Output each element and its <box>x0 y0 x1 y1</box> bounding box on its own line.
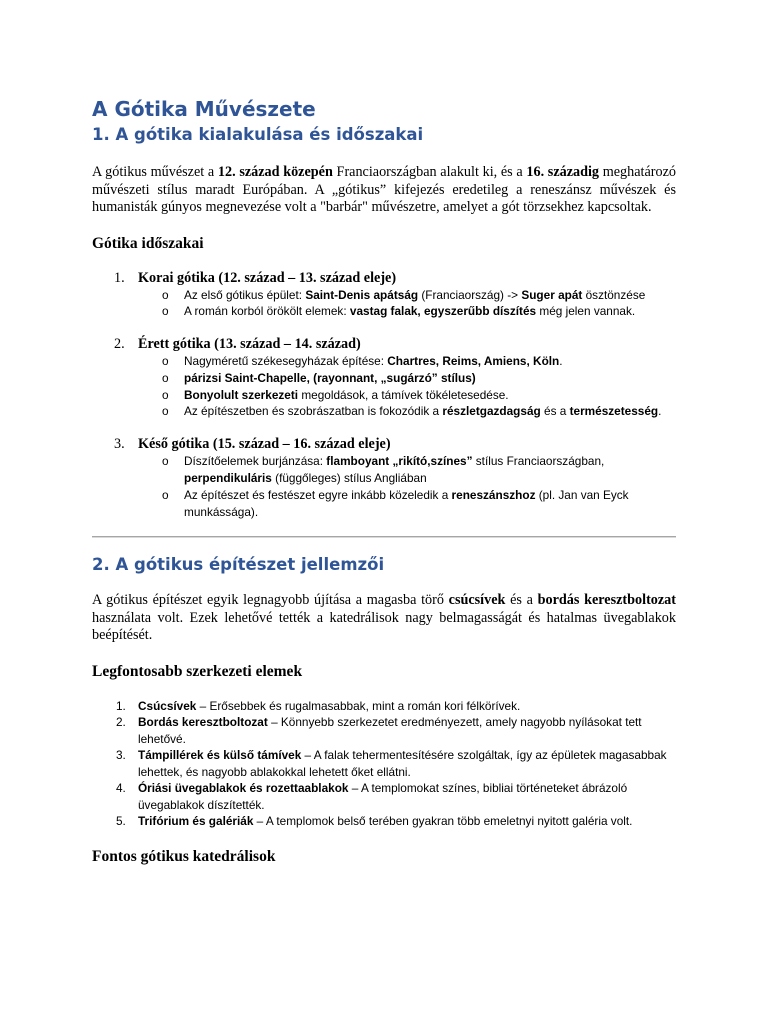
list-number: 3. <box>116 748 126 763</box>
text-run: megoldások, a támívek tökéletesedése. <box>298 387 509 402</box>
sublist-item <box>92 487 676 521</box>
text-run: Nagyméretű székesegyházak építése: <box>184 354 388 369</box>
element-text <box>138 747 676 780</box>
sublist-text <box>184 353 676 370</box>
text-run: Díszítőelemek burjánzása: <box>184 454 327 469</box>
text-run: Franciaországban alakult ki, és a <box>332 164 527 180</box>
bold-text: Chartres, Reims, Amiens, Köln <box>387 354 560 369</box>
element-text <box>138 813 676 830</box>
circle-bullet-icon: o <box>162 487 169 502</box>
text-run: A román korból örökölt elemek: <box>184 304 350 319</box>
element-description: – A templomokat színes, bibliai történeteket ábrázoló üvegablakok díszítették. <box>138 781 628 812</box>
bold-text: párizsi Saint-Chapelle, (rayonnant, „sugárzó” stílus) <box>184 370 476 385</box>
section1-intro <box>92 164 676 217</box>
bold-text: részletgazdagság <box>442 404 541 419</box>
circle-bullet-icon: o <box>162 454 169 469</box>
period-item <box>92 270 676 321</box>
text-run: Az első gótikus épület: <box>184 287 306 302</box>
element-text <box>138 698 676 715</box>
text-run: (pl. Jan van Eyck munkássága). <box>184 487 629 519</box>
circle-bullet-icon: o <box>162 304 169 319</box>
element-text <box>138 714 676 747</box>
text-run: ösztönzése <box>582 287 646 302</box>
text-run: A gótikus építészet egyik legnagyobb újítása a magasba törő <box>92 592 449 609</box>
sublist-text <box>184 453 676 487</box>
text-run: (függőleges) stílus Angliában <box>271 471 427 486</box>
list-number: 1. <box>114 269 125 286</box>
sublist-text <box>184 387 676 404</box>
sublist-item <box>92 453 676 487</box>
text-run: Az építészetben és szobrászatban is fokozódik a <box>184 404 443 419</box>
list-number: 2. <box>114 336 125 353</box>
list-number: 4. <box>116 781 126 796</box>
text-run: Az építészet és festészet egyre inkább közeledik a <box>184 487 452 502</box>
structural-element-item <box>92 714 676 747</box>
list-number: 2. <box>116 715 126 730</box>
structural-element-item <box>92 698 676 715</box>
sublist-item <box>92 370 676 387</box>
list-number: 1. <box>116 698 126 713</box>
text-run: és a <box>540 404 570 419</box>
period-title: Érett gótika (13. század – 14. század) <box>138 336 361 353</box>
document-title: A Gótika Művészete <box>92 97 316 121</box>
element-description: – Erősebbek és rugalmasabbak, mint a román kori félkörívek. <box>196 698 521 713</box>
element-name: Támpillérek és külső támívek <box>138 748 302 763</box>
element-name: Csúcsívek <box>138 698 197 713</box>
sublist-item <box>92 353 676 370</box>
circle-bullet-icon: o <box>162 287 169 302</box>
text-run: meghatározó művészeti stílus maradt Európában. A „gótikus” kifejezés eredetileg a reneszánsz művészek és humanisták gúnyos megnevezése volt a "barbár" művészetre, amelyet a gót törzsekhez kapcsoltak. <box>92 164 676 215</box>
bold-text: Saint-Denis apátság <box>305 287 419 302</box>
element-description: – A falak tehermentesítésére szolgáltak, így az épületek magasabbak lehettek, és nagyobb ablakokkal lehetett őket ellátni. <box>138 748 667 779</box>
sublist-item <box>92 287 676 304</box>
element-name: Óriási üvegablakok és rozettaablakok <box>138 781 349 796</box>
section-divider <box>92 536 676 538</box>
text-run: még jelen vannak. <box>536 304 636 319</box>
structural-element-item <box>92 780 676 813</box>
text-run: (Franciaország) -> <box>418 287 522 302</box>
element-text <box>138 780 676 813</box>
sublist-text <box>184 303 676 320</box>
document-page <box>92 96 676 867</box>
period-sublist <box>92 287 676 321</box>
structural-element-item <box>92 813 676 830</box>
period-item <box>92 436 676 520</box>
circle-bullet-icon: o <box>162 354 169 369</box>
sublist-text <box>184 403 676 420</box>
circle-bullet-icon: o <box>162 387 169 402</box>
section1-heading: 1. A gótika kialakulása és időszakai <box>92 125 424 144</box>
circle-bullet-icon: o <box>162 404 169 419</box>
element-description: – Könnyebb szerkezetet eredményezett, amely nagyobb nyílásokat tett lehetővé. <box>138 715 642 746</box>
sublist-item <box>92 403 676 420</box>
sublist-text <box>184 287 676 304</box>
sublist-text <box>184 487 676 521</box>
sublist-item <box>92 387 676 404</box>
bold-text: Suger apát <box>521 287 583 302</box>
sublist-item <box>92 303 676 320</box>
period-item <box>92 336 676 420</box>
period-title: Késő gótika (15. század – 16. század eleje) <box>138 436 391 453</box>
structural-elements-list <box>92 698 676 830</box>
bold-text: természetesség <box>569 404 659 419</box>
bold-text: vastag falak, egyszerűbb díszítés <box>349 304 537 319</box>
text-run: A gótikus művészet a <box>92 164 218 180</box>
element-name: Bordás keresztboltozat <box>138 715 268 730</box>
bold-text: flamboyant „rikító,színes” <box>326 454 473 469</box>
periods-heading: Gótika időszakai <box>92 234 204 252</box>
period-sublist <box>92 453 676 520</box>
text-run: stílus Franciaországban, <box>472 454 605 469</box>
sublist-text <box>184 370 676 387</box>
bold-text: bordás keresztboltozat <box>537 592 677 609</box>
section2-heading: 2. A gótikus építészet jellemzői <box>92 555 385 575</box>
text-run: használata volt. Ezek lehetővé tették a katedrálisok nagy belmagasságát és hatalmas üvegablakok beépítését. <box>92 609 676 644</box>
elements-heading: Legfontosabb szerkezeti elemek <box>92 662 303 680</box>
period-sublist <box>92 353 676 420</box>
text-run: . <box>658 404 662 419</box>
cathedrals-heading: Fontos gótikus katedrálisok <box>92 847 276 865</box>
period-title: Korai gótika (12. század – 13. század eleje) <box>138 269 397 286</box>
bold-text: Bonyolult szerkezeti <box>184 387 299 402</box>
bold-text: perpendikuláris <box>184 471 272 486</box>
section2-intro <box>92 592 676 645</box>
bold-text: 16. századig <box>526 164 600 180</box>
list-number: 3. <box>114 436 125 453</box>
list-number: 5. <box>116 814 126 829</box>
text-run: . <box>559 354 563 369</box>
text-run: és a <box>505 592 538 609</box>
bold-text: reneszánszhoz <box>451 487 536 502</box>
circle-bullet-icon: o <box>162 370 169 385</box>
bold-text: csúcsívek <box>448 592 506 609</box>
element-name: Trifórium és galériák <box>138 814 254 829</box>
periods-list <box>92 270 676 521</box>
element-description: – A templomok belső terében gyakran több emeletnyi nyitott galéria volt. <box>253 814 633 829</box>
bold-text: 12. század közepén <box>217 164 333 180</box>
structural-element-item <box>92 747 676 780</box>
